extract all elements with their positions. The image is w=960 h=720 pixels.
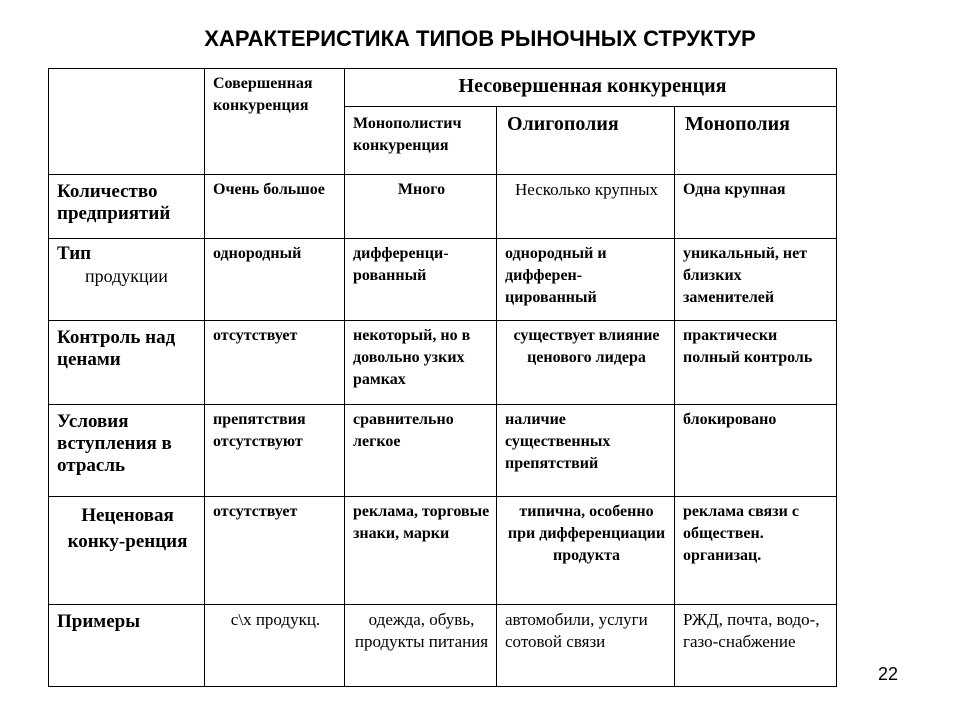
header-monopoly: Монополия: [675, 107, 837, 175]
header-imperfect: Несовершенная конкуренция: [345, 69, 837, 107]
row-label-product-b: продукции: [85, 266, 168, 286]
row-label-examples: Примеры: [49, 605, 205, 687]
page-title: ХАРАКТЕРИСТИКА ТИПОВ РЫНОЧНЫХ СТРУКТУР: [204, 26, 756, 51]
cell-examples-oligopoly: автомобили, услуги сотовой связи: [497, 605, 675, 687]
page-number: 22: [878, 664, 899, 684]
header-monopolistic: Монополистич конкуренция: [345, 107, 497, 175]
row-label-product-a: Тип: [57, 243, 92, 264]
cell-firms-perfect: Очень большое: [205, 175, 345, 239]
cell-price-oligopoly: существует влияние ценового лидера: [497, 321, 675, 405]
cell-entry-monopolistic: сравнительно легкое: [345, 405, 497, 497]
row-label-nonprice: Неценовая конку-ренция: [49, 497, 205, 605]
cell-nonprice-oligopoly: типична, особенно при дифференциации продукта: [497, 497, 675, 605]
header-oligopoly: Олигополия: [497, 107, 675, 175]
cell-entry-perfect: препятствия отсутствуют: [205, 405, 345, 497]
cell-examples-perfect: с\х продукц.: [205, 605, 345, 687]
market-structures-table: [48, 68, 837, 687]
cell-product-monopolistic: дифференци-рованный: [345, 239, 497, 321]
cell-nonprice-perfect: отсутствует: [205, 497, 345, 605]
cell-firms-monopolistic: Много: [345, 175, 497, 239]
cell-entry-oligopoly: наличие существенных препятствий: [497, 405, 675, 497]
row-label-firms: Количество предприятий: [49, 175, 205, 239]
cell-product-monopoly: уникальный, нет близких заменителей: [675, 239, 837, 321]
row-label-product: [49, 239, 205, 321]
cell-entry-monopoly: блокировано: [675, 405, 837, 497]
cell-examples-monopoly: РЖД, почта, водо-, газо-снабжение: [675, 605, 837, 687]
cell-nonprice-monopoly: реклама связи с обществен. организац.: [675, 497, 837, 605]
cell-product-oligopoly: однородный и дифферен-цированный: [497, 239, 675, 321]
corner-cell: [49, 69, 205, 175]
cell-examples-monopolistic: одежда, обувь, продукты питания: [345, 605, 497, 687]
row-label-entry: Условия вступления в отрасль: [49, 405, 205, 497]
cell-nonprice-monopolistic: реклама, торговые знаки, марки: [345, 497, 497, 605]
cell-price-perfect: отсутствует: [205, 321, 345, 405]
cell-firms-monopoly: Одна крупная: [675, 175, 837, 239]
row-label-price-control: Контроль над ценами: [49, 321, 205, 405]
cell-price-monopolistic: некоторый, но в довольно узких рамках: [345, 321, 497, 405]
cell-price-monopoly: практически полный контроль: [675, 321, 837, 405]
header-perfect: Совершенная конкуренция: [205, 69, 345, 175]
cell-firms-oligopoly: Несколько крупных: [497, 175, 675, 239]
cell-product-perfect: однородный: [205, 239, 345, 321]
